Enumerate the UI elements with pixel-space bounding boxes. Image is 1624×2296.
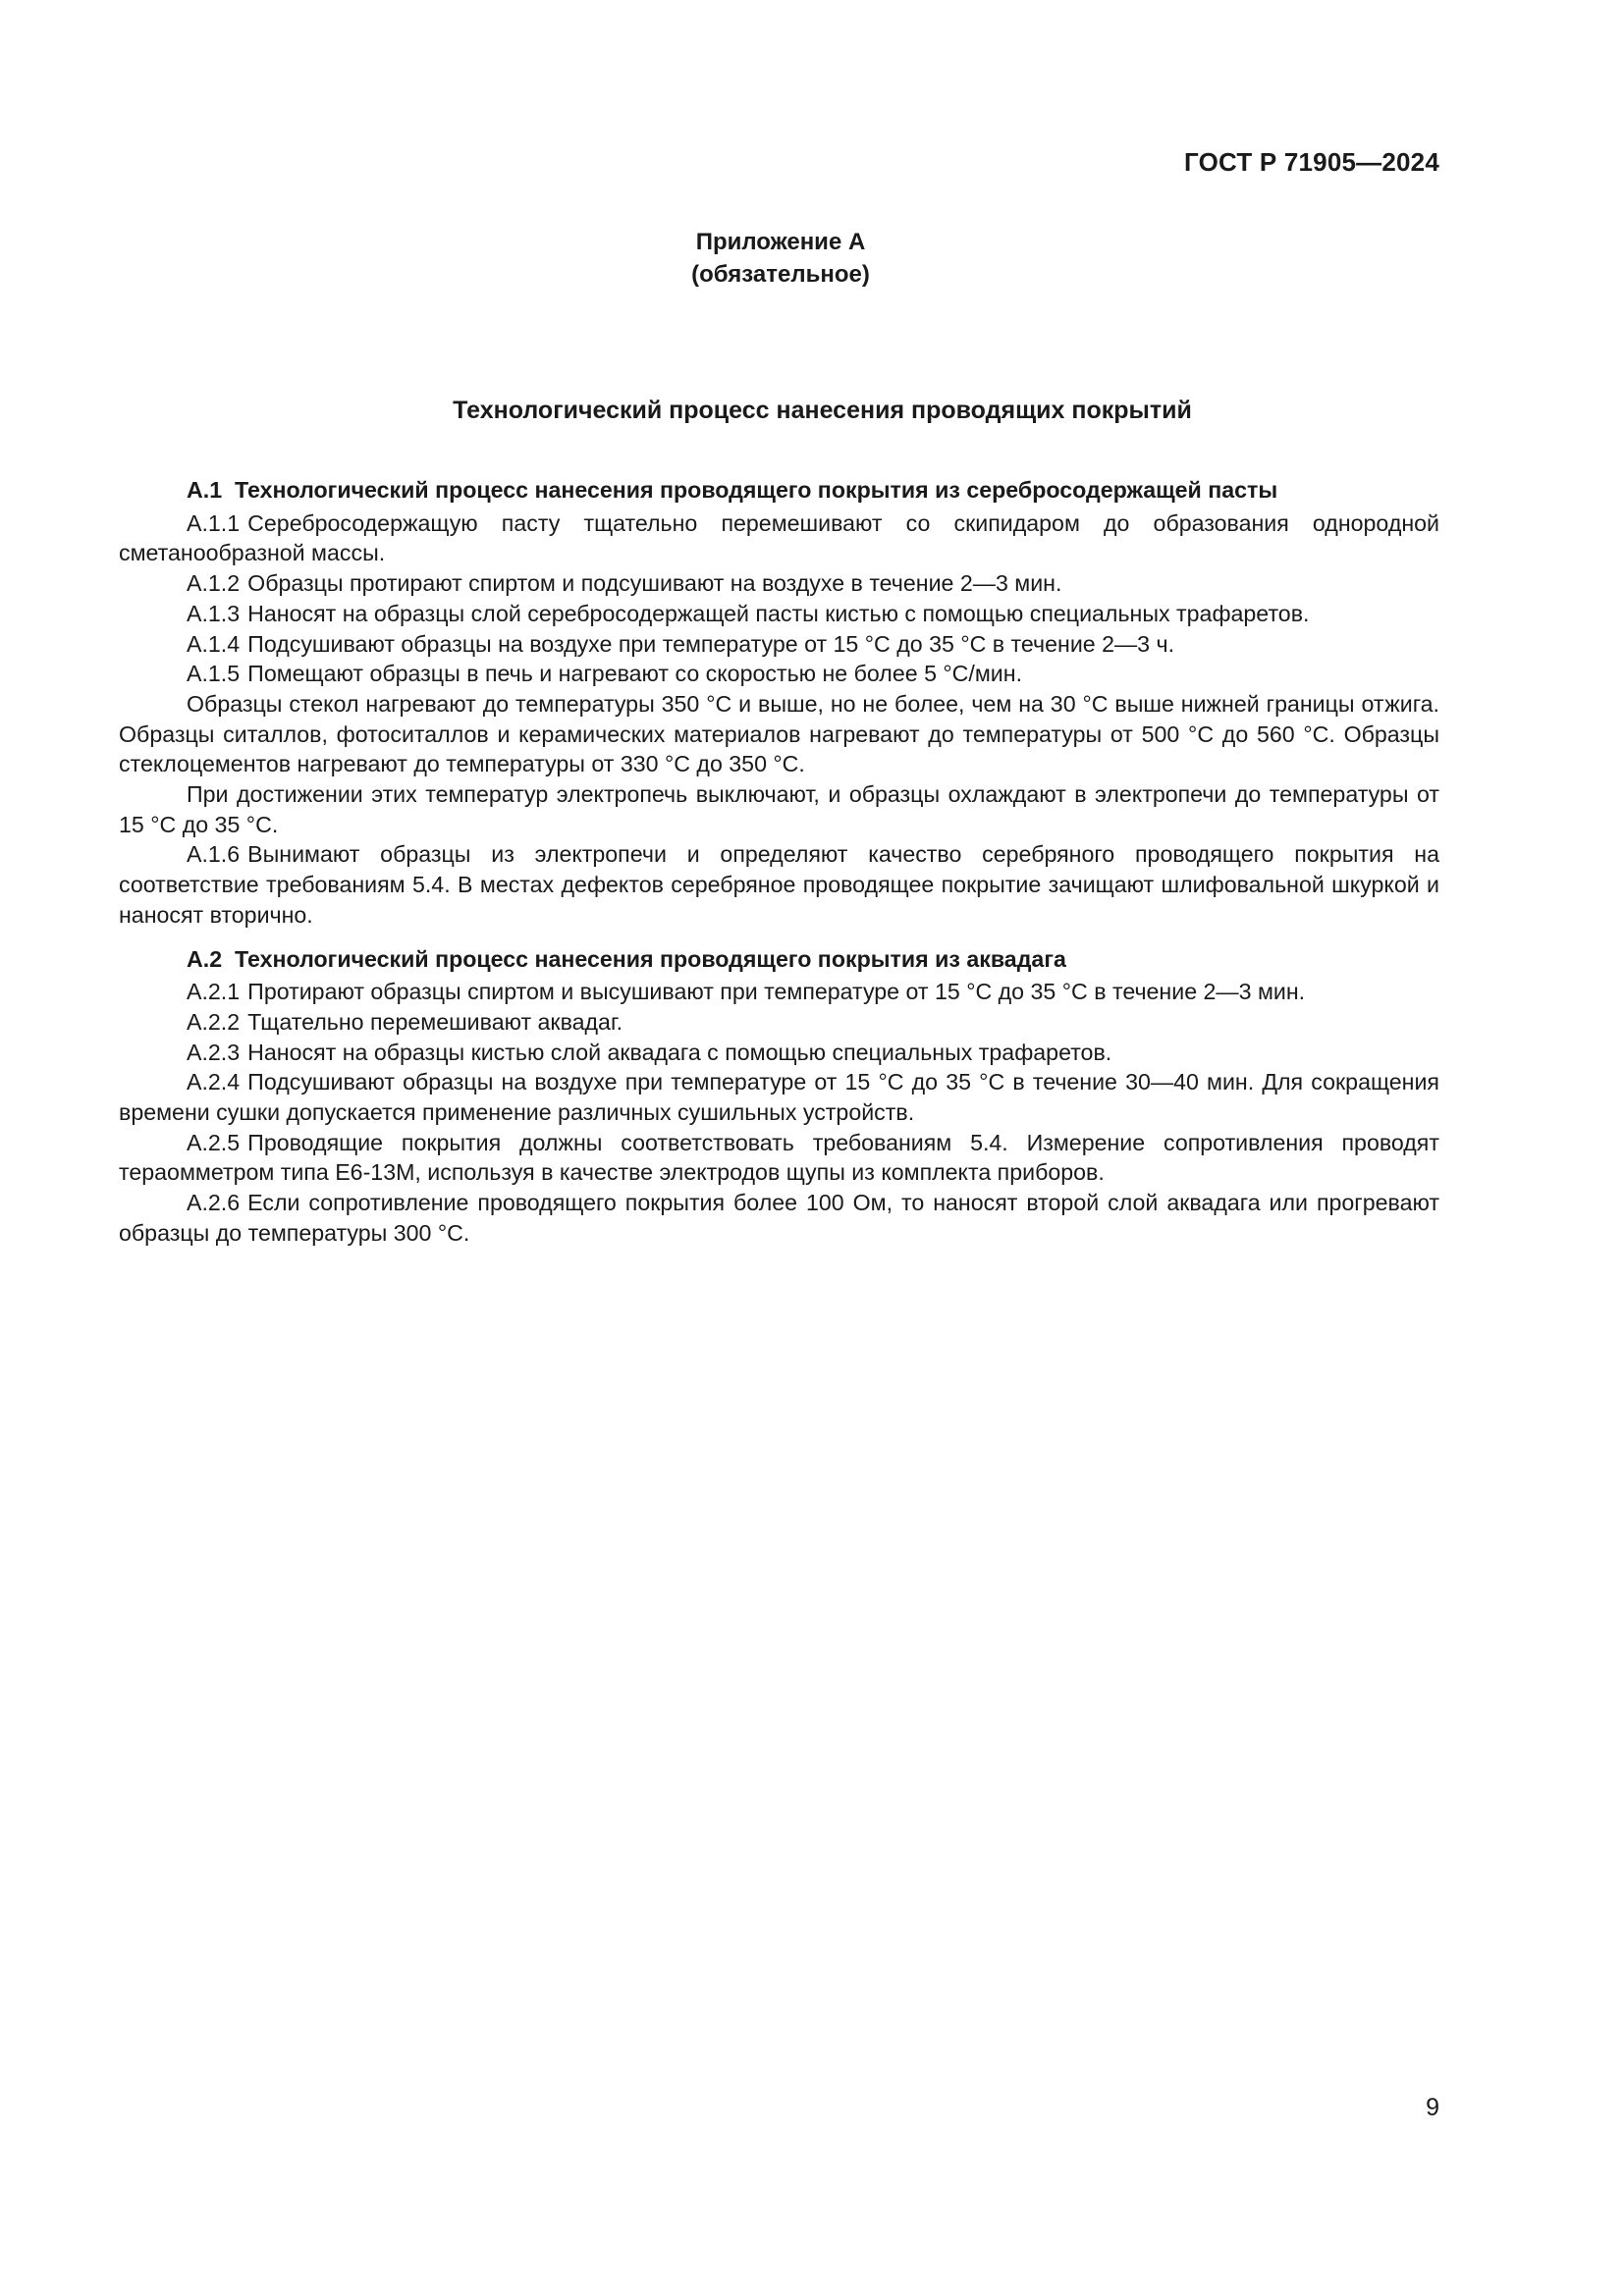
paragraph-number: А.1.5 xyxy=(187,661,241,687)
paragraph xyxy=(119,629,1439,660)
paragraph-text: Серебросодержащую пасту тщательно перемешивают со скипидаром до образования однородной сметанообразной массы. xyxy=(119,509,1439,566)
section-title: Технологический процесс нанесения проводящего покрытия из серебросодержащей пасты xyxy=(234,477,1278,503)
paragraph-number: А.1.6 xyxy=(187,841,241,868)
paragraph xyxy=(119,508,1439,568)
paragraph xyxy=(119,659,1439,689)
paragraph xyxy=(119,1188,1439,1248)
paragraph-text: Подсушивают образцы на воздухе при температуре от 15 °С до 35 °С в течение 30—40 мин. Для сокращения времени сушки допускается применение различных сушильных устройств. xyxy=(119,1069,1439,1126)
annex-title: Приложение А xyxy=(695,229,866,255)
paragraph-text: При достижении этих температур электропечь выключают, и образцы охлаждают в электропечи до температуры от 15 °С до 35 °С. xyxy=(119,781,1439,837)
paragraph-number: А.2.5 xyxy=(187,1129,241,1155)
paragraph-text: Наносят на образцы слой серебросодержащей пасты кистью с помощью специальных трафаретов. xyxy=(247,600,1310,626)
paragraph xyxy=(119,1128,1439,1188)
paragraph-text: Проводящие покрытия должны соответствовать требованиям 5.4. Измерение сопротивления проводят тераомметром типа Е6-13М, используя в качестве электродов щупы из комплекта приборов. xyxy=(119,1129,1439,1186)
paragraph-number: А.2.6 xyxy=(187,1190,241,1216)
paragraph xyxy=(119,568,1439,599)
annex-heading xyxy=(0,226,1561,291)
paragraph-text: Подсушивают образцы на воздухе при температуре от 15 °С до 35 °С в течение 2—3 ч. xyxy=(247,630,1175,657)
paragraph-number: А.2.4 xyxy=(187,1069,241,1095)
section-number: А.1 xyxy=(187,477,223,503)
document-body xyxy=(119,475,1439,1249)
section-number: А.2 xyxy=(187,945,223,972)
section-title: Технологический процесс нанесения проводящего покрытия из аквадага xyxy=(234,945,1066,972)
paragraph-text: Протирают образцы спиртом и высушивают при температуре от 15 °С до 35 °С в течение 2—3 мин. xyxy=(247,979,1306,1005)
standard-number: ГОСТ Р 71905—2024 xyxy=(1184,147,1439,177)
annex-status: (обязательное) xyxy=(691,261,870,288)
paragraph-number: А.2.2 xyxy=(187,1008,241,1035)
paragraph xyxy=(119,599,1439,629)
paragraph xyxy=(119,1038,1439,1068)
page-number: 9 xyxy=(1426,2094,1439,2121)
paragraph-text: Образцы протирают спиртом и подсушивают на воздухе в течение 2—3 мин. xyxy=(247,570,1062,597)
paragraph-number: А.1.1 xyxy=(187,509,241,536)
paragraph xyxy=(119,1007,1439,1038)
paragraph xyxy=(119,779,1439,839)
paragraph xyxy=(119,839,1439,930)
paragraph-text: Вынимают образцы из электропечи и определяют качество серебряного проводящего покрытия на соответствие требованиям 5.4. В местах дефектов серебряное проводящее покрытие зачищают шлифовальной шкуркой и наносят вторично. xyxy=(119,841,1439,928)
paragraph-number: А.1.4 xyxy=(187,630,241,657)
paragraph xyxy=(119,689,1439,779)
section-heading xyxy=(119,475,1439,506)
paragraph-text: Помещают образцы в печь и нагревают со скоростью не более 5 °С/мин. xyxy=(247,661,1023,687)
paragraph-text: Тщательно перемешивают аквадаг. xyxy=(247,1008,623,1035)
paragraph-text: Наносят на образцы кистью слой аквадага с помощью специальных трафаретов. xyxy=(247,1039,1112,1065)
page-title: Технологический процесс нанесения проводящих покрытий xyxy=(453,397,1192,424)
paragraph-number: А.1.3 xyxy=(187,600,241,626)
paragraph-number: А.2.3 xyxy=(187,1039,241,1065)
paragraph-text: Если сопротивление проводящего покрытия более 100 Ом, то наносят второй слой аквадага или прогревают образцы до температуры 300 °С. xyxy=(119,1190,1439,1246)
paragraph xyxy=(119,1067,1439,1127)
paragraph-number: А.1.2 xyxy=(187,570,241,597)
paragraph-text: Образцы стекол нагревают до температуры 350 °С и выше, но не более, чем на 30 °С выше нижней границы отжига. Образцы ситаллов, фотоситаллов и керамических материалов нагревают до температуры от 500 °С до 560 °С. Образцы стеклоцементов нагревают до температуры от 330 °С до 350 °С. xyxy=(119,690,1439,777)
paragraph xyxy=(119,977,1439,1007)
section-heading xyxy=(119,944,1439,975)
paragraph-number: А.2.1 xyxy=(187,979,241,1005)
